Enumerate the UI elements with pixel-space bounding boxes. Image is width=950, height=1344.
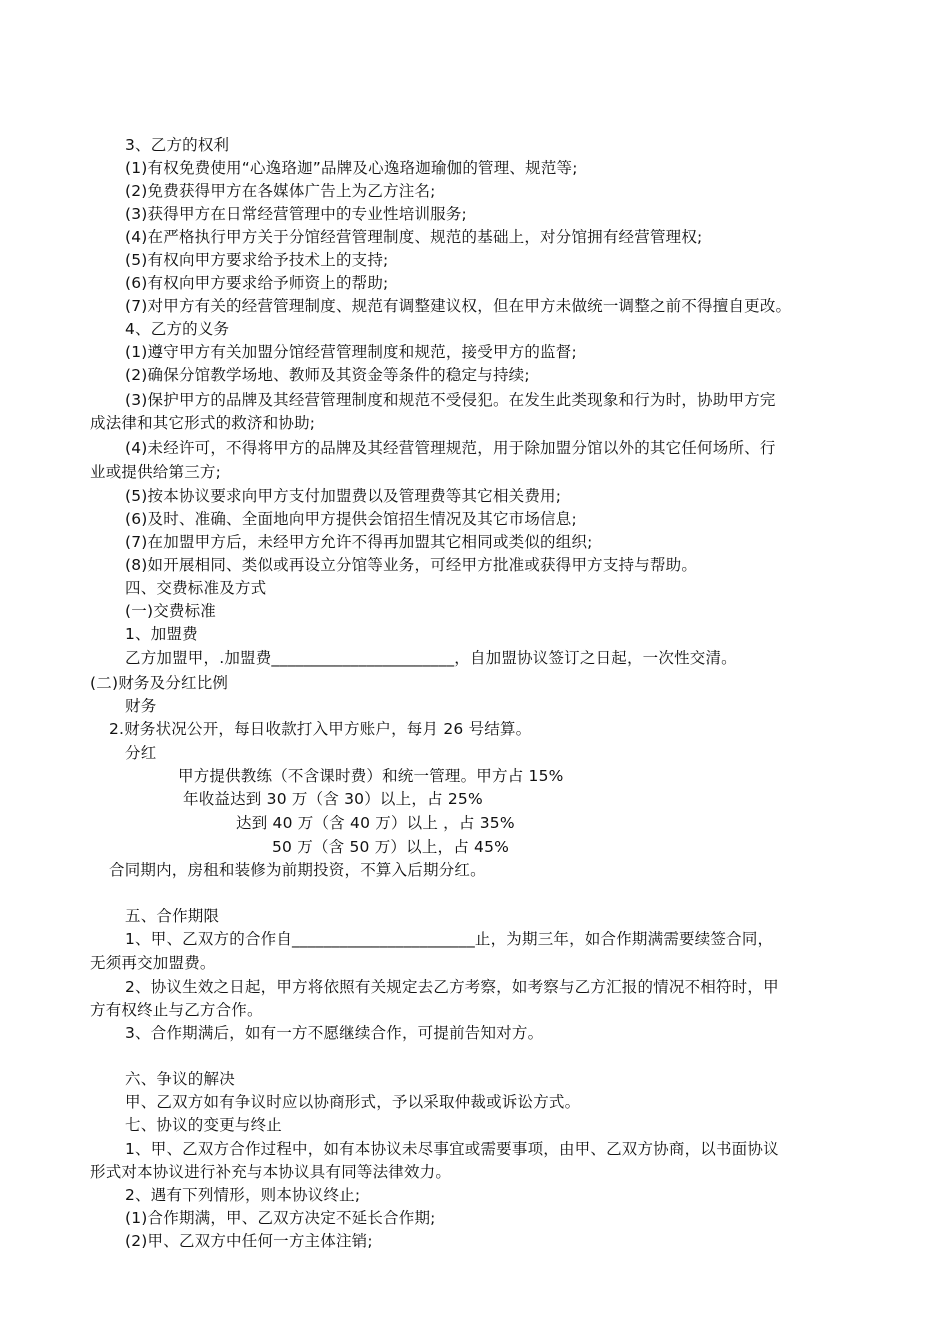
text-line: 形式对本协议进行补充与本协议具有同等法律效力。 [90,1163,452,1181]
text-line: (7)在加盟甲方后，未经甲方允许不得再加盟其它相同或类似的组织; [125,533,593,551]
text-line-term-blank: 1、甲、乙双方的合作自_______________________止，为期三年，如合作期满需要续签合同， [125,930,774,948]
subsection-heading-finance-dividend: (二)财务及分红比例 [90,674,229,692]
section-heading-party-b-obligations: 4、乙方的义务 [125,320,230,338]
dividend-tier: 达到 40 万（含 40 万）以上 ，占 35% [236,814,515,832]
text-line: (5)按本协议要求向甲方支付加盟费以及管理费等其它相关费用; [125,487,562,505]
text-line: (2)甲、乙双方中任何一方主体注销; [125,1232,373,1250]
dividend-tier: 甲方提供教练（不含课时费）和统一管理。甲方占 15% [178,767,564,785]
text-line: (8)如开展相同、类似或再设立分馆等业务，可经甲方批准或获得甲方支持与帮助。 [125,556,698,574]
subsection-heading-franchise-fee: 1、加盟费 [125,625,198,643]
section-heading-fees: 四、交费标准及方式 [125,579,267,597]
text-line: 1、甲、乙双方合作过程中，如有本协议未尽事宜或需要事项，由甲、乙双方协商，以书面协议 [125,1140,779,1158]
text-line: (4)未经许可，不得将甲方的品牌及其经营管理规范，用于除加盟分馆以外的其它任何场所、行 [125,439,776,457]
subsection-heading-fee-standard: (一)交费标准 [125,602,216,620]
text-line: 合同期内，房租和装修为前期投资，不算入后期分红。 [109,861,486,879]
text-line: 3、合作期满后，如有一方不愿继续合作，可提前告知对方。 [125,1024,544,1042]
section-heading-party-b-rights: 3、乙方的权利 [125,136,230,154]
text-line: (1)有权免费使用“心逸珞迦”品牌及心逸珞迦瑜伽的管理、规范等; [125,159,578,177]
section-heading-change-termination: 七、协议的变更与终止 [125,1116,283,1134]
label-dividend: 分红 [125,744,157,762]
text-line: (5)有权向甲方要求给予技术上的支持; [125,251,389,269]
text-line: 甲、乙双方如有争议时应以协商形式，予以采取仲裁或诉讼方式。 [125,1093,581,1111]
label-finance: 财务 [125,697,157,715]
text-line: (3)获得甲方在日常经营管理中的专业性培训服务; [125,205,467,223]
text-line: 成法律和其它形式的救济和协助; [90,414,316,432]
text-line: (2)确保分馆教学场地、教师及其资金等条件的稳定与持续; [125,366,530,384]
text-line: 2、协议生效之日起，甲方将依照有关规定去乙方考察，如考察与乙方汇报的情况不相符时，甲 [125,978,779,996]
section-heading-dispute: 六、争议的解决 [125,1070,235,1088]
text-line: (3)保护甲方的品牌及其经营管理制度和规范不受侵犯。在发生此类现象和行为时，协助甲方完 [125,391,776,409]
text-line: (1)合作期满，甲、乙双方决定不延长合作期; [125,1209,436,1227]
dividend-tier: 50 万（含 50 万）以上，占 45% [272,838,510,856]
section-heading-term: 五、合作期限 [125,907,220,925]
text-line: (6)有权向甲方要求给予师资上的帮助; [125,274,389,292]
text-line: (2)免费获得甲方在各媒体广告上为乙方注名; [125,182,436,200]
dividend-tier: 年收益达到 30 万（含 30）以上，占 25% [183,790,483,808]
text-line: (7)对甲方有关的经营管理制度、规范有调整建议权，但在甲方未做统一调整之前不得擅自更改。 [125,297,792,315]
text-line: (1)遵守甲方有关加盟分馆经营管理制度和规范，接受甲方的监督; [125,343,577,361]
text-line-franchise-fee-blank: 乙方加盟甲，.加盟费_______________________，自加盟协议签订之日起，一次性交清。 [125,649,737,667]
text-line: (6)及时、准确、全面地向甲方提供会馆招生情况及其它市场信息; [125,510,577,528]
text-line: 无须再交加盟费。 [90,954,216,972]
text-line: 业或提供给第三方; [90,463,222,481]
text-line: (4)在严格执行甲方关于分馆经营管理制度、规范的基础上，对分馆拥有经营管理权; [125,228,703,246]
text-line: 2.财务状况公开，每日收款打入甲方账户，每月 26 号结算。 [109,720,532,738]
text-line: 2、遇有下列情形，则本协议终止; [125,1186,361,1204]
text-line: 方有权终止与乙方合作。 [90,1001,263,1019]
